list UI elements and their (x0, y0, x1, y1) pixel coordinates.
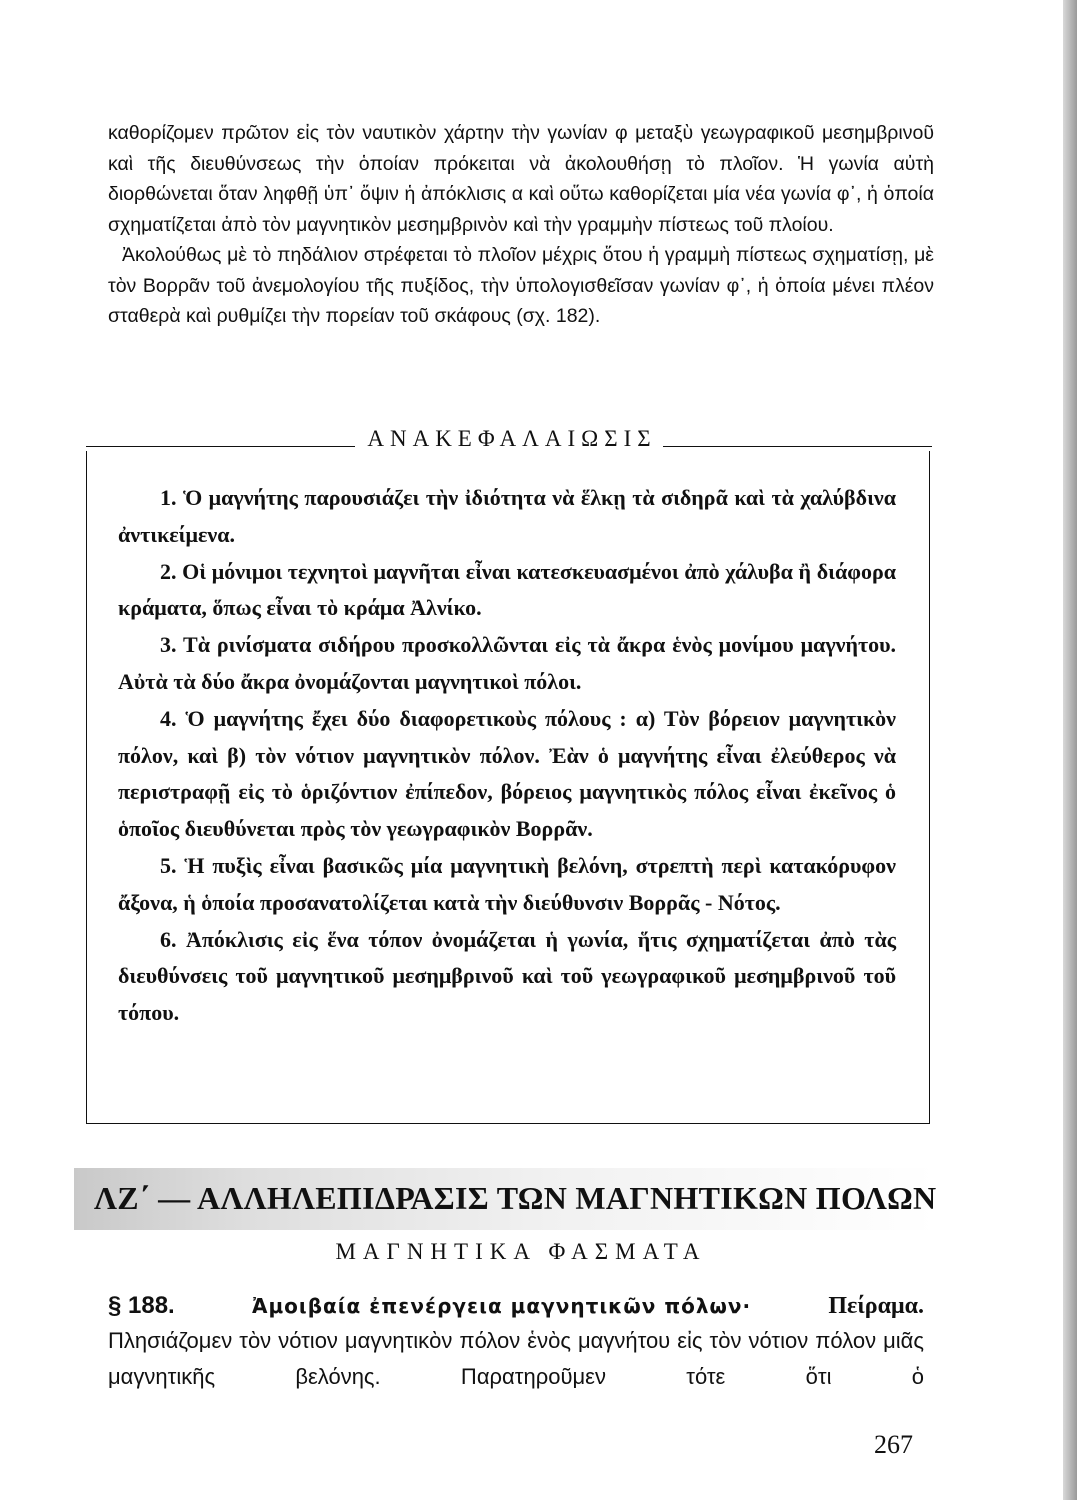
section-body-text: Πλησιάζομεν τὸν νότιον μαγνητικὸν πόλον ἑνὸς μαγνήτου εἰς τὸν νότιον πόλον μιᾶς μαγνητικῆς βελόνης. Παρατηροῦμεν τότε ὅτι ὁ (108, 1328, 924, 1389)
summary-title: ΑΝΑΚΕΦΑΛΑΙΩΣΙΣ (367, 426, 657, 451)
intro-paragraph-2: Ἀκολούθως μὲ τὸ πηδάλιον στρέφεται τὸ πλοῖον μέχρις ὅτου ἡ γραμμὴ πίστεως σχηματίσῃ, μὲ τὸν Βορρᾶν τοῦ ἀνεμολογίου τῆς πυξίδος, τὴν ὑπολογισθεῖσαν γωνίαν φ᾽, ἡ ὁποία μένει πλέον σταθερὰ καὶ ρυθμίζει τὴν πορείαν τοῦ σκάφους (σχ. 182). (108, 244, 934, 327)
summary-item-3: 3. Τὰ ρινίσματα σιδήρου προσκολλῶνται εἰς τὰ ἄκρα ἑνὸς μονίμου μαγνήτου. Αὐτὰ τὰ δύο ἄκρα ὀνομάζονται μαγνητικοὶ πόλοι. (118, 632, 896, 694)
summary-item-5: 5. Ἡ πυξὶς εἶναι βασικῶς μία μαγνητικὴ βελόνη, στρεπτὴ περὶ κατακόρυφον ἄξονα, ἡ ὁποία προσανατολίζεται κατὰ τὴν διεύθυνσιν Βορρᾶς - Νότος. (118, 852, 896, 915)
summary-item-2: 2. Οἱ μόνιμοι τεχνητοὶ μαγνῆται εἶναι κατεσκευασμένοι ἀπὸ χάλυβα ἢ διάφορα κράματα, ὅπως εἶναι τὸ κράμα Ἀλνίκο. (118, 558, 896, 621)
section-body (108, 1323, 924, 1395)
summary-rule-right (663, 446, 932, 447)
summary-rule-left (86, 446, 355, 447)
section-name: Ἀμοιβαία ἐπενέργεια μαγνητικῶν πόλων· (251, 1294, 752, 1318)
summary-list (118, 480, 896, 1032)
section-heading (108, 1287, 924, 1325)
page-number: 267 (874, 1430, 913, 1459)
chapter-subtitle: ΜΑΓΝΗΤΙΚΑ ΦΑΣΜΑΤΑ (335, 1239, 707, 1264)
page-edge (1063, 0, 1077, 1500)
chapter-title: ΛΖ΄ — ΑΛΛΗΛΕΠΙΔΡΑΣΙΣ ΤΩΝ ΜΑΓΝΗΤΙΚΩΝ ΠΟΛΩΝ (94, 1180, 937, 1216)
summary-item-1: 1. Ὁ μαγνήτης παρουσιάζει τὴν ἰδιότητα νὰ ἕλκῃ τὰ σιδηρᾶ καὶ τὰ χαλύβδινα ἀντικείμενα. (118, 485, 896, 547)
section-number: § 188. (108, 1292, 175, 1319)
summary-heading (86, 424, 932, 454)
summary-item-4: 4. Ὁ μαγνήτης ἔχει δύο διαφορετικοὺς πόλους : α) Τὸν βόρειον μαγνητικὸν πόλον, καὶ β) τὸν νότιον μαγνητικὸν πόλον. Ἐὰν ὁ μαγνήτης εἶναι ἐλεύθερος νὰ περιστραφῇ εἰς τὸ ὁριζόντιον ἐπίπεδον, βόρειος μαγνητικὸς πόλος εἶναι ἐκεῖνος ὁ ὁποῖος διευθύνεται πρὸς τὸν γεωγραφικὸν Βορρᾶν. (118, 705, 896, 842)
summary-item-6: 6. Ἀπόκλισις εἰς ἕνα τόπον ὀνομάζεται ἡ γωνία, ἥτις σχηματίζεται ἀπὸ τὰς διευθύνσεις τοῦ μαγνητικοῦ μεσημβρινοῦ καὶ τοῦ γεωγραφικοῦ μεσημβρινοῦ τοῦ τόπου. (118, 926, 896, 1026)
section-experiment-label: Πείραμα. (828, 1293, 924, 1319)
intro-paragraph-1: καθορίζομεν πρῶτον εἰς τὸν ναυτικὸν χάρτην τὴν γωνίαν φ μεταξὺ γεωγραφικοῦ μεσημβρινοῦ καὶ τῆς διευθύνσεως τὴν ὁποίαν πρόκειται νὰ ἀκολουθήσῃ τὸ πλοῖον. Ἡ γωνία αὐτὴ διορθώνεται ὅταν ληφθῇ ὑπ᾽ ὄψιν ἡ ἀπόκλισις α καὶ οὕτω καθορίζεται μία νέα γωνία φ᾽, ἡ ὁποία σχηματίζεται ἀπὸ τὸν μαγνητικὸν μεσημβρινὸν καὶ τὴν γραμμὴν πίστεως τοῦ πλοίου. (108, 122, 934, 236)
intro-text (108, 118, 934, 332)
